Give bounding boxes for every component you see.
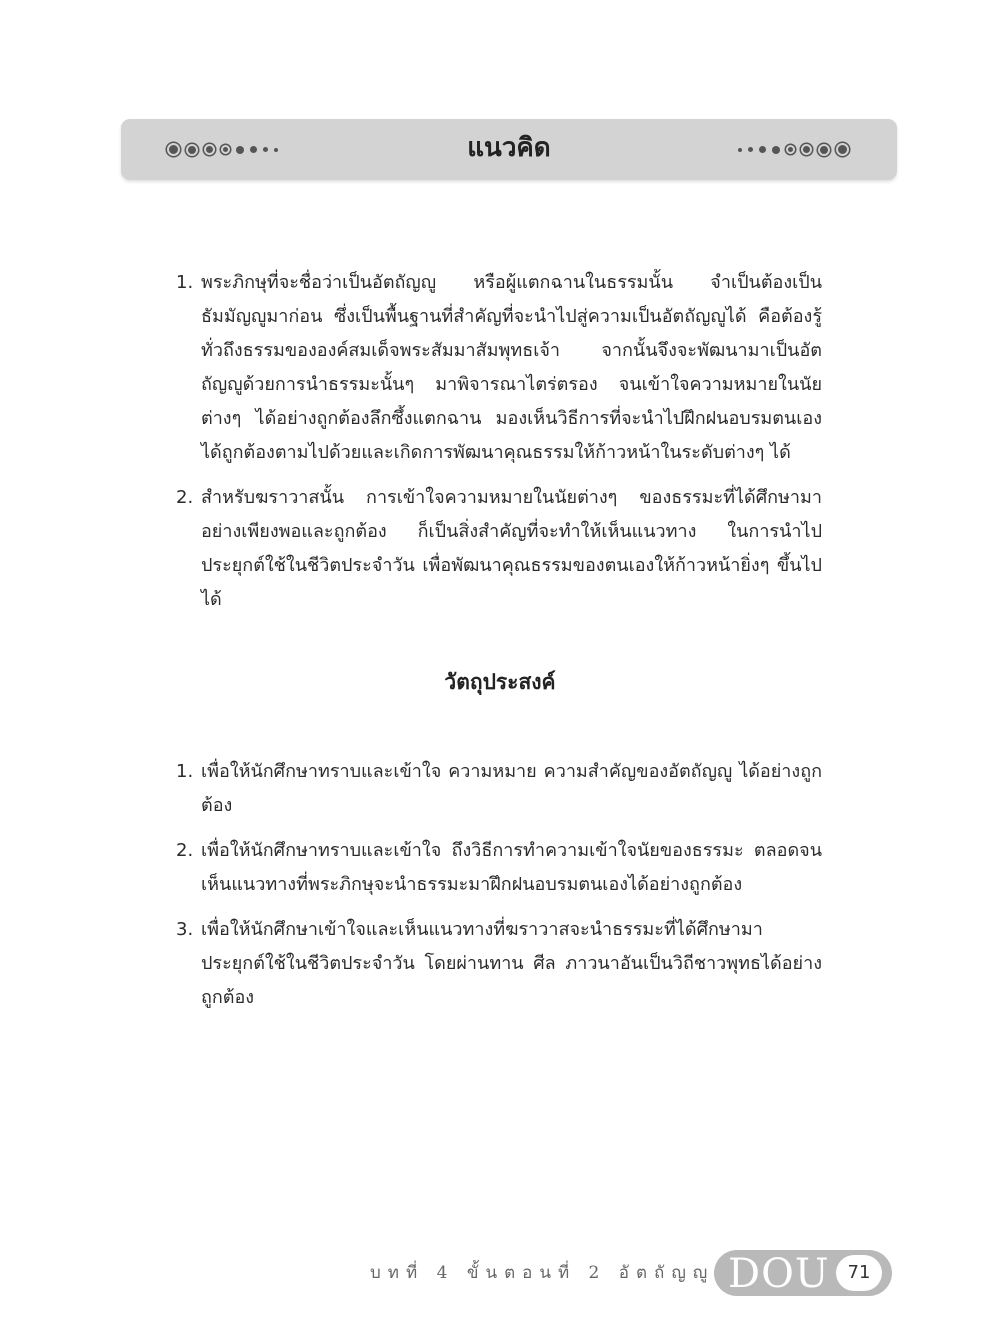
decorative-dots-right [738, 119, 849, 180]
list-item [176, 481, 822, 617]
page-number: 71 [836, 1255, 882, 1291]
dou-logo: DOU [728, 1251, 830, 1297]
item-text: เพื่อให้นักศึกษาเข้าใจและเห็นแนวทางที่ฆราวาสจะนำธรรมะที่ได้ศึกษามาประยุกต์ใช้ในชีวิตประจำวัน โดยผ่านทาน ศีล ภาวนาอันเป็นวิถีชาวพุทธได้อย่างถูกต้อง [201, 919, 822, 1008]
list-item [176, 755, 822, 823]
dot-icon [748, 147, 753, 152]
item-number: 1. [176, 272, 194, 293]
dot-icon [759, 146, 766, 153]
footer-page-badge [714, 1250, 892, 1296]
item-number: 3. [176, 919, 194, 940]
dot-icon [818, 144, 830, 156]
concept-list [176, 266, 822, 628]
item-text: สำหรับฆราวาสนั้น การเข้าใจความหมายในนัยต่างๆ ของธรรมะที่ได้ศึกษามาอย่างเพียงพอและถูกต้อง ก็เป็นสิ่งสำคัญที่จะทำให้เห็นแนวทาง ในการนำไปประยุกต์ใช้ในชีวิตประจำวัน เพื่อพัฒนาคุณธรรมของตนเองให้ก้าวหน้ายิ่งๆ ขึ้นไปได้ [201, 487, 822, 610]
list-item [176, 266, 822, 470]
objective-list [176, 755, 822, 1026]
dot-icon [772, 146, 780, 154]
item-text: เพื่อให้นักศึกษาทราบและเข้าใจ ความหมาย ความสำคัญของอัตถัญญู ได้อย่างถูกต้อง [201, 761, 822, 816]
dot-icon [801, 144, 812, 155]
item-number: 2. [176, 840, 194, 861]
objectives-heading: วัตถุประสงค์ [444, 670, 556, 694]
list-item [176, 834, 822, 902]
dot-icon [786, 145, 795, 154]
item-text: พระภิกษุที่จะชื่อว่าเป็นอัตถัญญู หรือผู้แตกฉานในธรรมนั้น จำเป็นต้องเป็นธัมมัญญูมาก่อน ซึ่งเป็นพื้นฐานที่สำคัญที่จะนำไปสู่ความเป็นอัตถัญญูได้ คือต้องรู้ทั่วถึงธรรมขององค์สมเด็จพระสัมมาสัมพุทธเจ้า จากนั้นจึงจะพัฒนามาเป็นอัตถัญญูด้วยการนำธรรมะนั้นๆ มาพิจารณาไตร่ตรอง จนเข้าใจความหมายในนัยต่างๆ ได้อย่างถูกต้องลึกซึ้งแตกฉาน มองเห็นวิธีการที่จะนำไปฝึกฝนอบรมตนเองได้ถูกต้องตามไปด้วยและเกิดการพัฒนาคุณธรรมให้ก้าวหน้าในระดับต่างๆ ได้ [201, 272, 822, 463]
page-title: แนวคิด [467, 133, 551, 163]
dot-icon [738, 148, 742, 152]
item-number: 2. [176, 487, 194, 508]
list-item [176, 913, 822, 1015]
header-banner [121, 119, 897, 180]
item-text: เพื่อให้นักศึกษาทราบและเข้าใจ ถึงวิธีการทำความเข้าใจนัยของธรรมะ ตลอดจนเห็นแนวทางที่พระภิกษุจะนำธรรมะมาฝึกฝนอบรมตนเองได้อย่างถูกต้อง [201, 840, 822, 895]
footer-chapter-label: บทที่ 4 ขั้นตอนที่ 2 อัตถัญญู [370, 1263, 715, 1283]
dot-icon [836, 143, 849, 156]
item-number: 1. [176, 761, 194, 782]
